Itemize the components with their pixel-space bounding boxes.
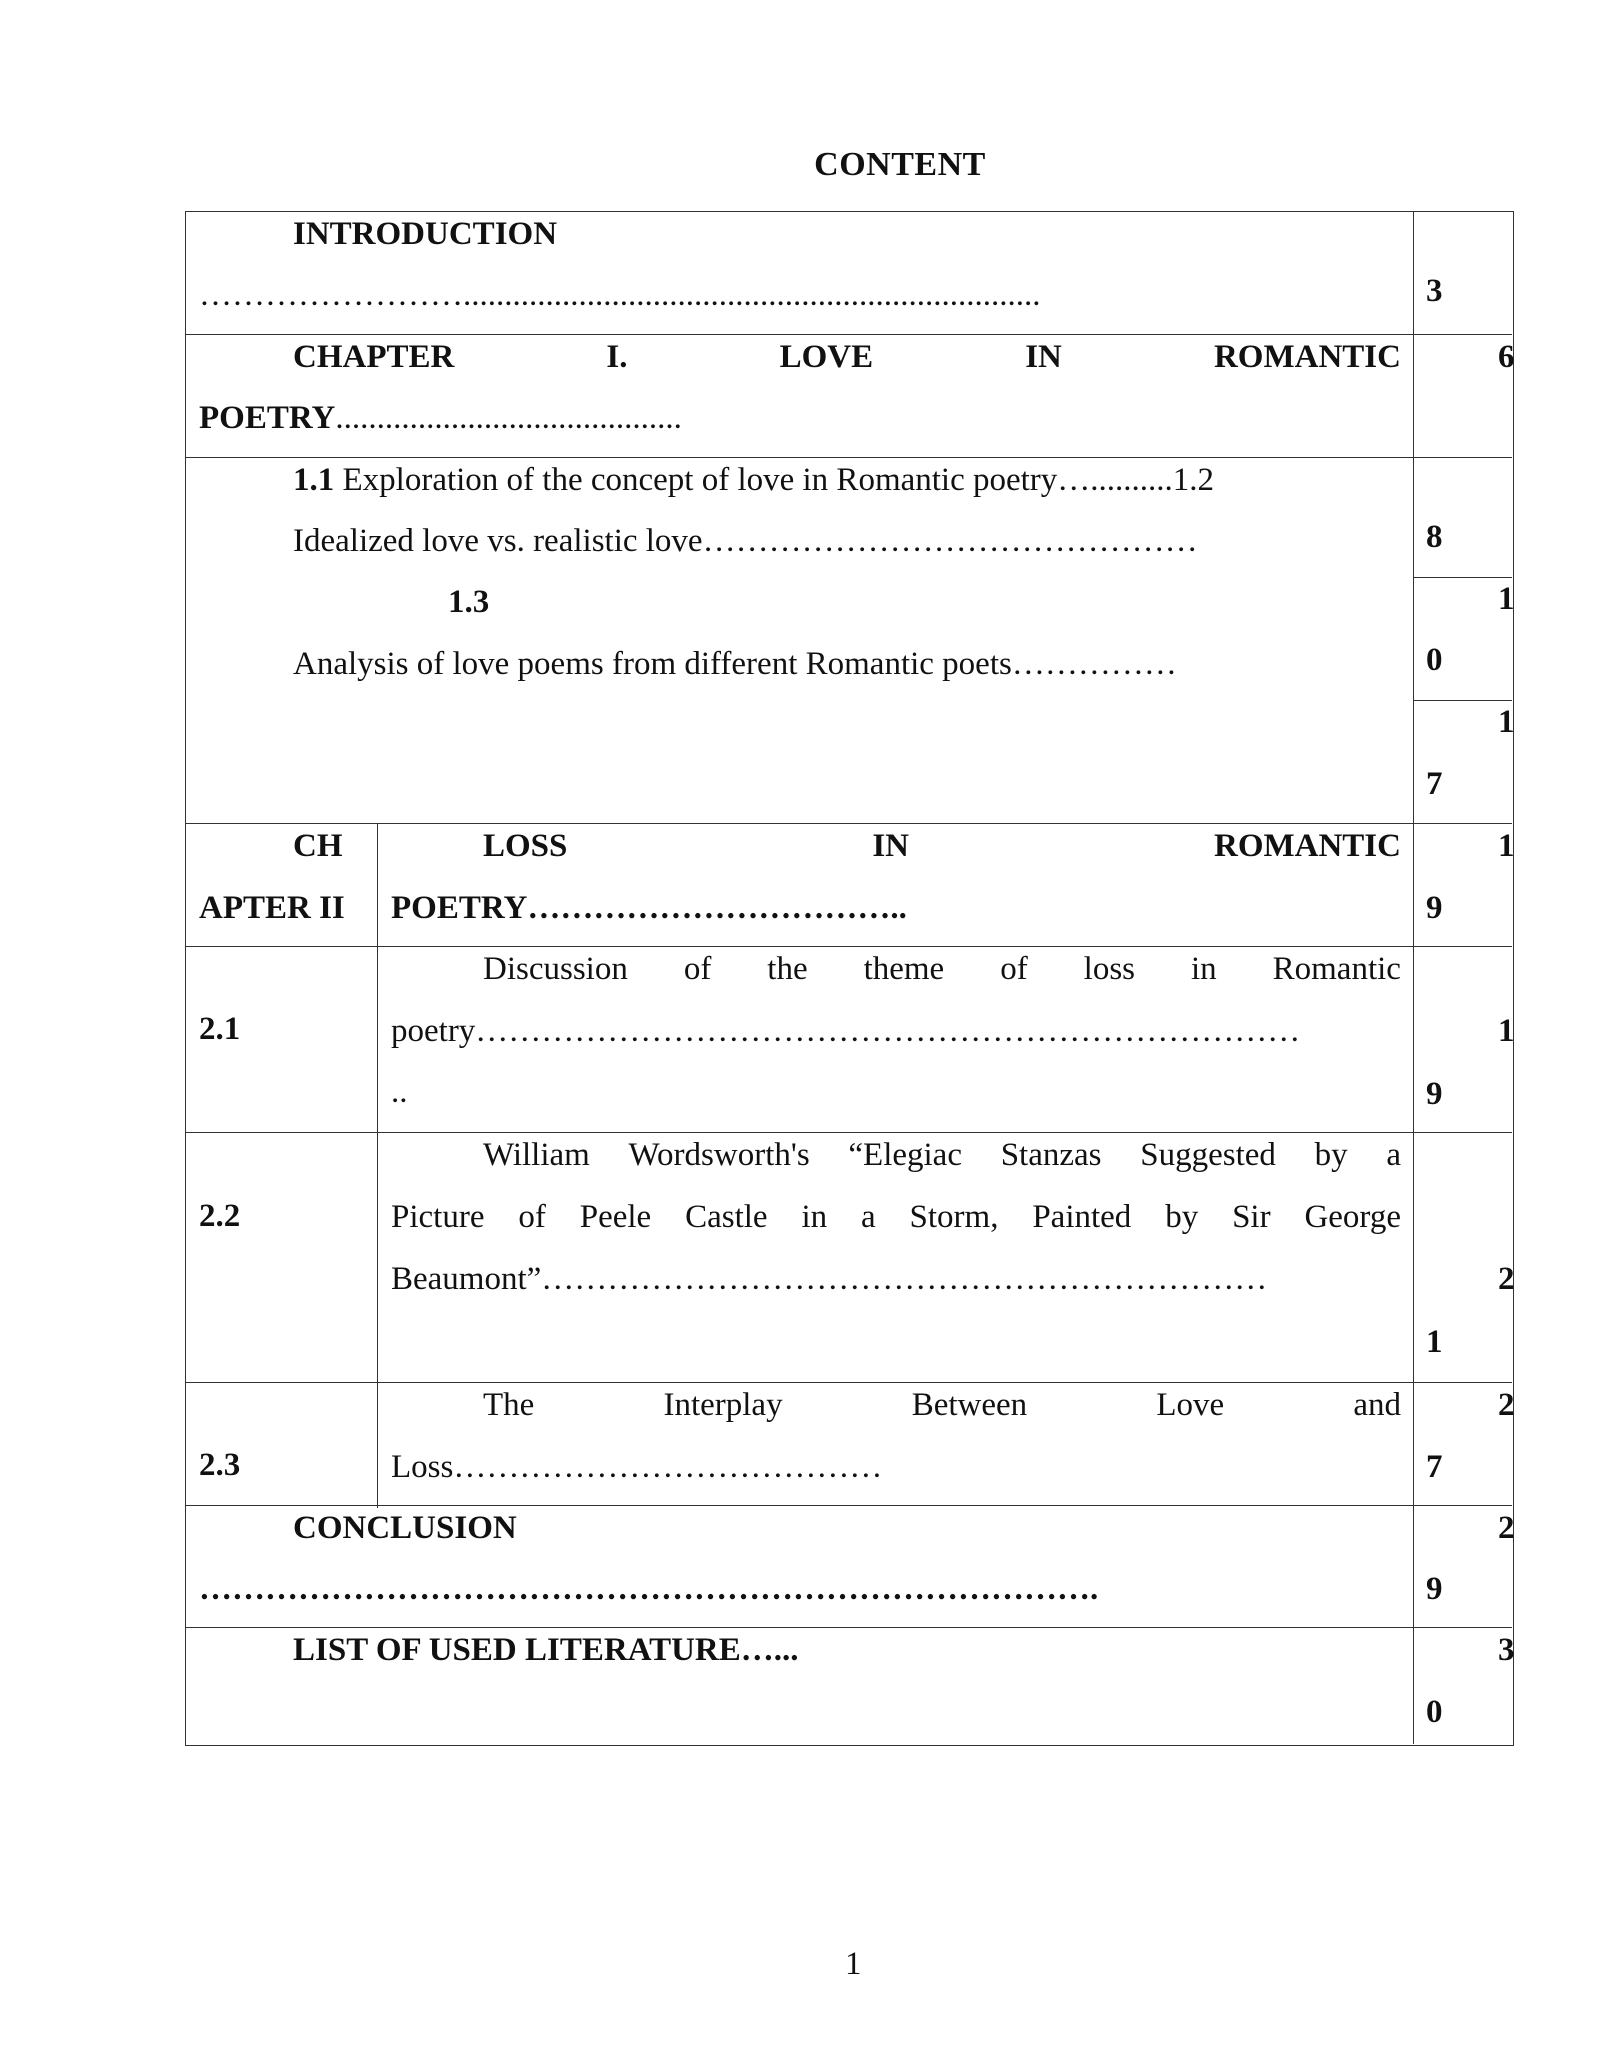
row-divider (186, 823, 1512, 824)
section2-2-word: Storm, (909, 1199, 999, 1235)
section2-1-word: of (683, 951, 712, 987)
chapter2-title-line2: POETRY…………………………….. (391, 890, 907, 926)
section2-2-line2 (391, 1201, 1401, 1234)
section2-3-word: Between (911, 1387, 1028, 1423)
section2-2-word: Castle (685, 1199, 768, 1235)
section2-2-word: Peele (579, 1199, 652, 1235)
section2-2-word: by (1314, 1137, 1348, 1173)
chapter2-label-line1: CH (293, 828, 343, 864)
section2-2-word: of (518, 1199, 546, 1235)
section1-1-entry (293, 464, 1214, 497)
chapter1-word: ROMANTIC (1213, 339, 1401, 375)
section2-1-word: Romantic (1272, 951, 1401, 987)
chapter1-word: IN (1025, 339, 1062, 375)
section2-2-word: Wordsworth's (628, 1137, 810, 1173)
section2-1-word: loss (1083, 951, 1136, 987)
section2-2-word: a (860, 1199, 876, 1235)
conclusion-page-digit1: 2 (1498, 1510, 1515, 1546)
section1-1-page: 8 (1426, 519, 1443, 555)
section1-3-page-digit2: 0 (1426, 642, 1443, 678)
row-divider (1413, 577, 1512, 578)
section2-2-word: George (1304, 1199, 1401, 1235)
conclusion-page-digit2: 9 (1426, 1571, 1443, 1607)
section2-1-page-digit1: 1 (1498, 1013, 1515, 1049)
section2-2-word: Painted (1032, 1199, 1132, 1235)
column-divider-page (1413, 212, 1414, 1744)
section2-2-page-digit2: 1 (1426, 1324, 1443, 1360)
section2-3-line2: Loss………………………………… (391, 1449, 883, 1485)
chapter1-page: 6 (1498, 339, 1515, 375)
conclusion-label: CONCLUSION (293, 1510, 517, 1546)
section2-1-number: 2.1 (199, 1011, 241, 1047)
section2-2-word: Sir (1232, 1199, 1271, 1235)
chapter2-page-digit1: 1 (1498, 828, 1515, 864)
chapter1-word: LOVE (779, 339, 874, 375)
section2-2-word: William (483, 1137, 590, 1173)
section1-1-number: 1.1 (293, 462, 335, 498)
column-divider-chapter2 (377, 823, 378, 1508)
section2-3-page-digit2: 7 (1426, 1449, 1443, 1485)
chapter1-title-line1 (293, 341, 1401, 374)
section2-1-word: in (1190, 951, 1217, 987)
section1-3-page-digit1: 1 (1498, 581, 1515, 617)
section2-1-word: the (767, 951, 808, 987)
introduction-page: 3 (1426, 273, 1443, 309)
section2-3-word: Interplay (663, 1387, 783, 1423)
chapter2-page-digit2: 9 (1426, 890, 1443, 926)
chapter2-label-line2: APTER II (199, 890, 345, 926)
chapter1-word: CHAPTER (293, 339, 455, 375)
page-title: CONTENT (814, 146, 986, 183)
chapter2-title-line1 (483, 830, 1401, 863)
literature-page-digit1: 3 (1498, 1632, 1515, 1668)
section2-2-word: “Elegiac (848, 1137, 962, 1173)
table-of-contents (185, 211, 1514, 1746)
section2-1-page-digit2: 9 (1426, 1076, 1443, 1112)
chapter1-title-word: POETRY (199, 400, 336, 436)
introduction-label: INTRODUCTION (293, 216, 558, 252)
section2-2-word: by (1165, 1199, 1199, 1235)
section2-3-word: Love (1156, 1387, 1225, 1423)
section1-3-entry: Analysis of love poems from different Romantic poets…………… (293, 646, 1177, 682)
row-divider (186, 1132, 1512, 1133)
chapter1-title-line2 (199, 402, 682, 435)
row-divider (186, 334, 1512, 335)
row-divider (186, 457, 1512, 458)
section2-1-word: Discussion (483, 951, 628, 987)
literature-page-digit2: 0 (1426, 1694, 1443, 1730)
section1-1-text: Exploration of the concept of love in Romantic poetry…..........1.2 (334, 462, 1215, 498)
section2-2-word: Suggested (1140, 1137, 1276, 1173)
section2-2-word: a (1386, 1137, 1401, 1173)
row-divider (186, 1505, 1512, 1506)
section2-1-word: theme (863, 951, 945, 987)
chapter2-word: IN (872, 828, 910, 864)
section2-3-word: The (483, 1387, 535, 1423)
section2-2-line1 (483, 1139, 1401, 1172)
section2-2-line3: Beaumont”………………………………………………………… (391, 1261, 1268, 1297)
chapter2-word: ROMANTIC (1213, 828, 1401, 864)
section2-2-word: Stanzas (1000, 1137, 1102, 1173)
row-divider (186, 1382, 1512, 1383)
section2-3-word: and (1353, 1387, 1401, 1423)
row-divider (186, 946, 1512, 947)
section2-2-page-digit1: 2 (1498, 1261, 1515, 1297)
section2-1-line2: poetry………………………………………………………………… (391, 1013, 1301, 1049)
footer-page-number: 1 (845, 1946, 862, 1982)
page-17-digit1: 1 (1498, 704, 1515, 740)
chapter1-leader: .......................................... (335, 400, 682, 436)
section2-1-line3: .. (391, 1074, 408, 1110)
section2-2-word: Picture (391, 1199, 485, 1235)
conclusion-leader: ………………………………………………………………………. (199, 1571, 1099, 1607)
section2-3-page-digit1: 2 (1498, 1387, 1515, 1423)
section2-1-word: of (1000, 951, 1028, 987)
section1-2-entry: Idealized love vs. realistic love……………………………………… (293, 523, 1198, 559)
row-divider (1413, 700, 1512, 701)
section2-3-line1 (483, 1389, 1401, 1422)
section2-3-number: 2.3 (199, 1447, 241, 1483)
introduction-leader: ……………………...................................................................... (199, 277, 1041, 313)
literature-label: LIST OF USED LITERATURE…... (293, 1632, 799, 1668)
section1-3-number: 1.3 (448, 584, 490, 620)
row-divider (186, 1627, 1512, 1628)
page-17-digit2: 7 (1426, 766, 1443, 802)
chapter2-word: LOSS (483, 828, 568, 864)
section2-2-word: in (801, 1199, 828, 1235)
chapter1-word: I. (606, 339, 628, 375)
section2-2-number: 2.2 (199, 1198, 241, 1234)
section2-1-line1 (483, 953, 1401, 986)
